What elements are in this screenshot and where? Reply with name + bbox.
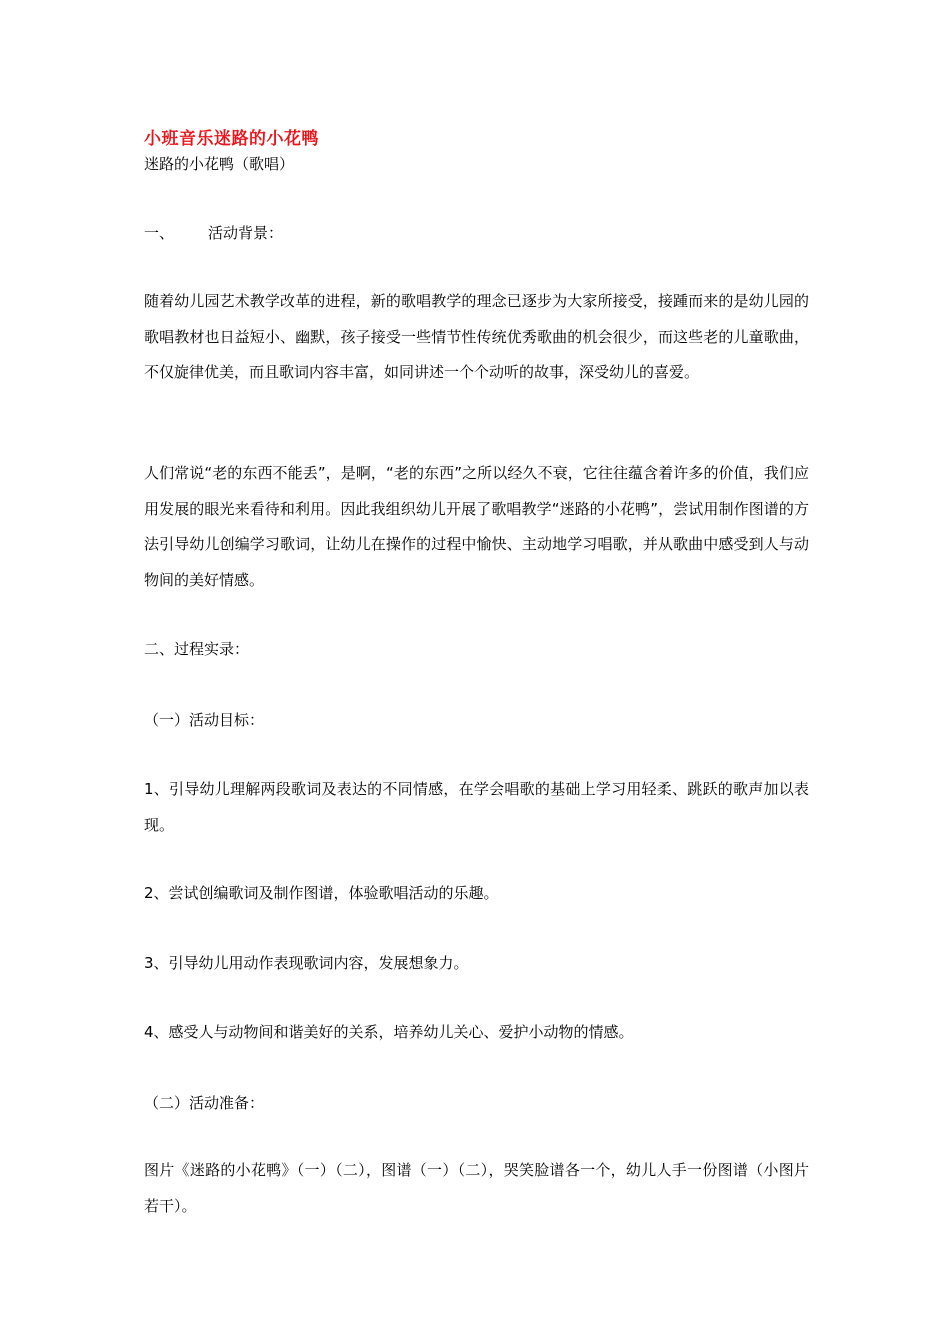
goal-item-4: 4、感受人与动物间和谐美好的关系，培养幼儿关心、爱护小动物的情感。 (144, 1023, 634, 1041)
background-paragraph-1: 随着幼儿园艺术教学改革的进程，新的歌唱教学的理念已逐步为大家所接受，接踵而来的是幼儿园的歌唱教材也日益短小、幽默，孩子接受一些情节性传统优秀歌曲的机会很少，而这些老的儿童歌曲，不仅旋律优美，而且歌词内容丰富，如同讲述一个个动听的故事，深受幼儿的喜爱。 (144, 292, 809, 381)
prep-paragraph: 图片《迷路的小花鸭》（一）（二），图谱（一）（二），哭笑脸谱各一个，幼儿人手一份图谱（小图片若干）。 (144, 1161, 809, 1215)
goal-item-2: 2、尝试创编歌词及制作图谱，体验歌唱活动的乐趣。 (144, 884, 499, 902)
section-1-heading: 活动背景： (208, 224, 284, 242)
subsection-prep-heading: （二）活动准备： (144, 1094, 265, 1112)
section-2-heading: 二、过程实录： (144, 640, 250, 658)
goal-item-3: 3、引导幼儿用动作表现歌词内容，发展想象力。 (144, 954, 469, 972)
document-title: 小班音乐迷路的小花鸭 (144, 129, 319, 149)
document-subtitle: 迷路的小花鸭（歌唱） (144, 155, 295, 173)
section-1-number: 一、 (144, 224, 175, 242)
goal-item-1: 1、引导幼儿理解两段歌词及表达的不同情感，在学会唱歌的基础上学习用轻柔、跳跃的歌声加以表现。 (144, 780, 809, 834)
background-paragraph-2: 人们常说“老的东西不能丢”，是啊，“老的东西”之所以经久不衰，它往往蕴含着许多的价值，我们应用发展的眼光来看待和利用。因此我组织幼儿开展了歌唱教学“迷路的小花鸭”，尝试用制作图谱的方法引导幼儿创编学习歌词，让幼儿在操作的过程中愉快、主动地学习唱歌，并从歌曲中感受到人与动物间的美好情感。 (144, 464, 809, 589)
subsection-goals-heading: （一）活动目标： (144, 711, 265, 729)
